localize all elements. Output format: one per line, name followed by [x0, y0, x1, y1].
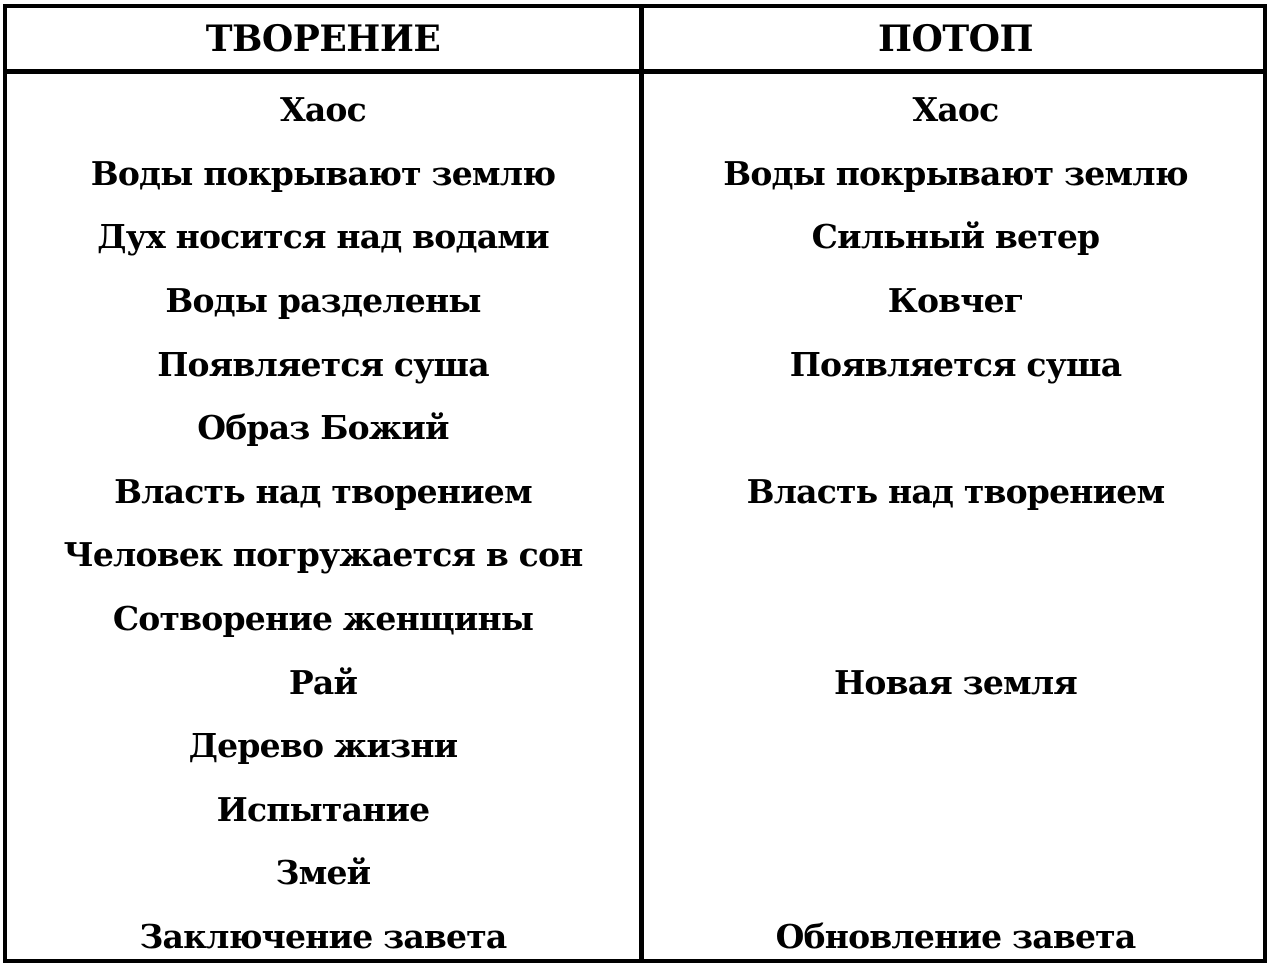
flood-cell	[644, 587, 1267, 651]
flood-cell	[644, 523, 1267, 587]
flood-cell: Новая земля	[834, 662, 1077, 702]
flood-cell: Ковчег	[887, 281, 1024, 321]
header-creation: ТВОРЕНИЕ	[205, 17, 441, 60]
creation-cell: Змей	[275, 853, 371, 893]
creation-cell: Появляется суша	[157, 344, 489, 384]
creation-cell: Дерево жизни	[188, 726, 458, 766]
creation-cell: Образ Божий	[197, 408, 449, 448]
creation-cell: Воды покрывают землю	[90, 153, 556, 193]
flood-cell	[644, 396, 1267, 460]
creation-cell: Воды разделены	[165, 281, 481, 321]
comparison-table	[3, 4, 1267, 963]
flood-cell: Воды покрывают землю	[723, 153, 1188, 193]
header-rule	[7, 69, 1263, 74]
creation-column	[7, 78, 639, 968]
creation-cell: Дух носится над водами	[97, 217, 549, 257]
creation-cell: Власть над творением	[114, 471, 532, 511]
flood-column	[644, 78, 1267, 968]
flood-cell: Появляется суша	[789, 344, 1122, 384]
flood-cell: Сильный ветер	[811, 217, 1100, 257]
creation-cell: Сотворение женщины	[112, 599, 534, 639]
creation-cell: Заключение завета	[139, 917, 507, 957]
flood-cell	[644, 778, 1267, 842]
creation-cell: Рай	[288, 662, 358, 702]
creation-cell: Человек погружается в сон	[63, 535, 583, 575]
flood-cell: Власть над творением	[746, 471, 1165, 511]
creation-cell: Испытание	[216, 789, 430, 829]
creation-cell: Хаос	[280, 90, 366, 130]
flood-cell	[644, 841, 1267, 905]
flood-cell	[644, 714, 1267, 778]
flood-cell: Хаос	[912, 90, 999, 130]
header-flood: ПОТОП	[878, 17, 1033, 60]
flood-cell: Обновление завета	[775, 917, 1136, 957]
